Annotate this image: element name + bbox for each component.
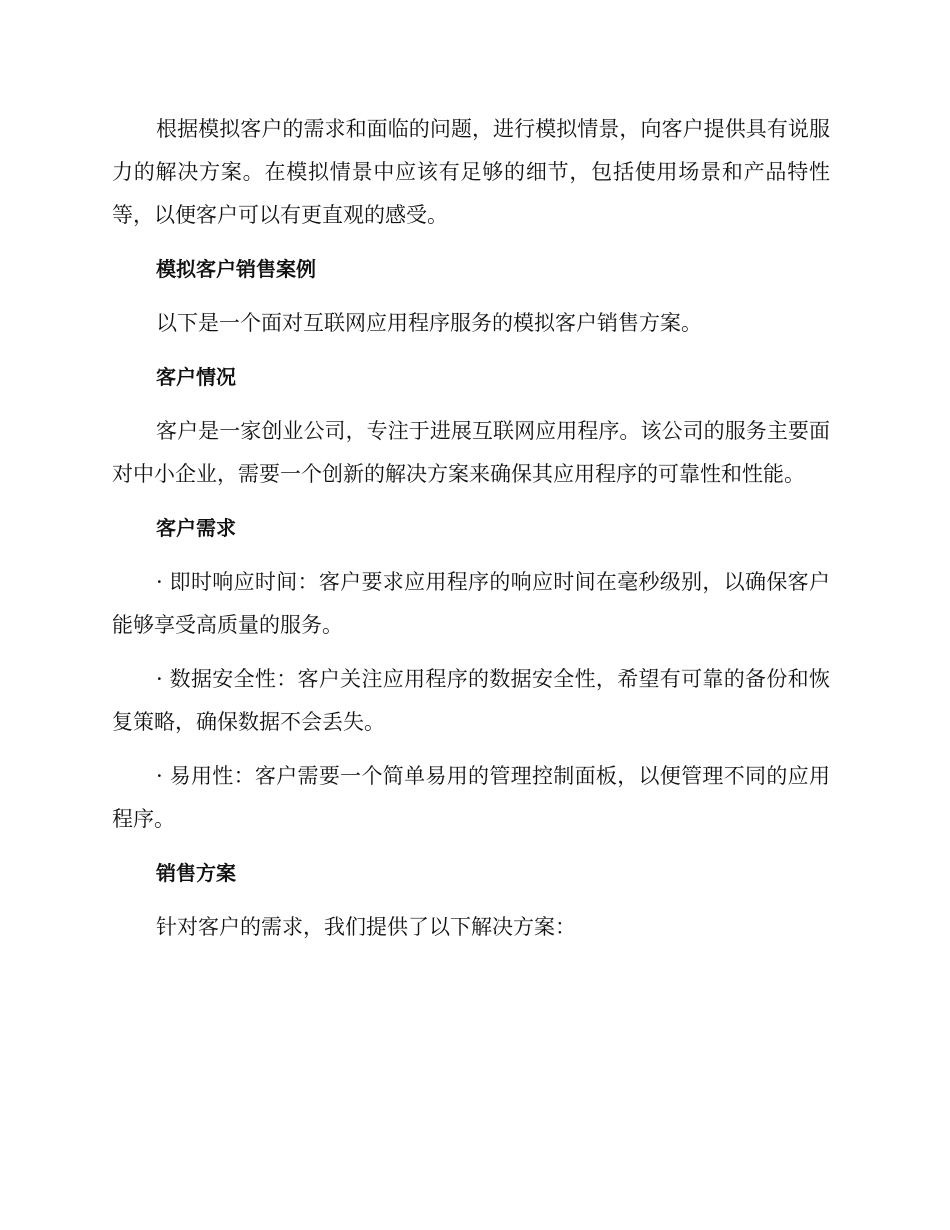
heading-customer-needs: 客户需求 — [156, 516, 236, 540]
sales-plan-paragraph: 针对客户的需求，我们提供了以下解决方案： — [156, 915, 576, 939]
need-item-usability: · 易用性：客户需要一个简单易用的管理控制面板，以便管理不同的应用程序。 — [112, 764, 830, 831]
need-item-response-time: · 即时响应时间：客户要求应用程序的响应时间在毫秒级别，以确保客户能够享受高质量的服务。 — [112, 570, 830, 637]
heading-customer-situation: 客户情况 — [156, 365, 236, 389]
customer-situation-paragraph: 客户是一家创业公司，专注于进展互联网应用程序。该公司的服务主要面对中小企业，需要一个创新的解决方案来确保其应用程序的可靠性和性能。 — [112, 419, 830, 486]
heading-sales-case: 模拟客户销售案例 — [156, 257, 316, 281]
sales-case-paragraph: 以下是一个面对互联网应用程序服务的模拟客户销售方案。 — [156, 311, 702, 335]
need-item-data-security: · 数据安全性：客户关注应用程序的数据安全性，希望有可靠的备份和恢复策略，确保数据不会丢失。 — [112, 667, 830, 734]
heading-sales-plan: 销售方案 — [156, 861, 236, 885]
intro-paragraph: 根据模拟客户的需求和面临的问题，进行模拟情景，向客户提供具有说服力的解决方案。在模拟情景中应该有足够的细节，包括使用场景和产品特性等，以便客户可以有更直观的感受。 — [112, 117, 830, 227]
